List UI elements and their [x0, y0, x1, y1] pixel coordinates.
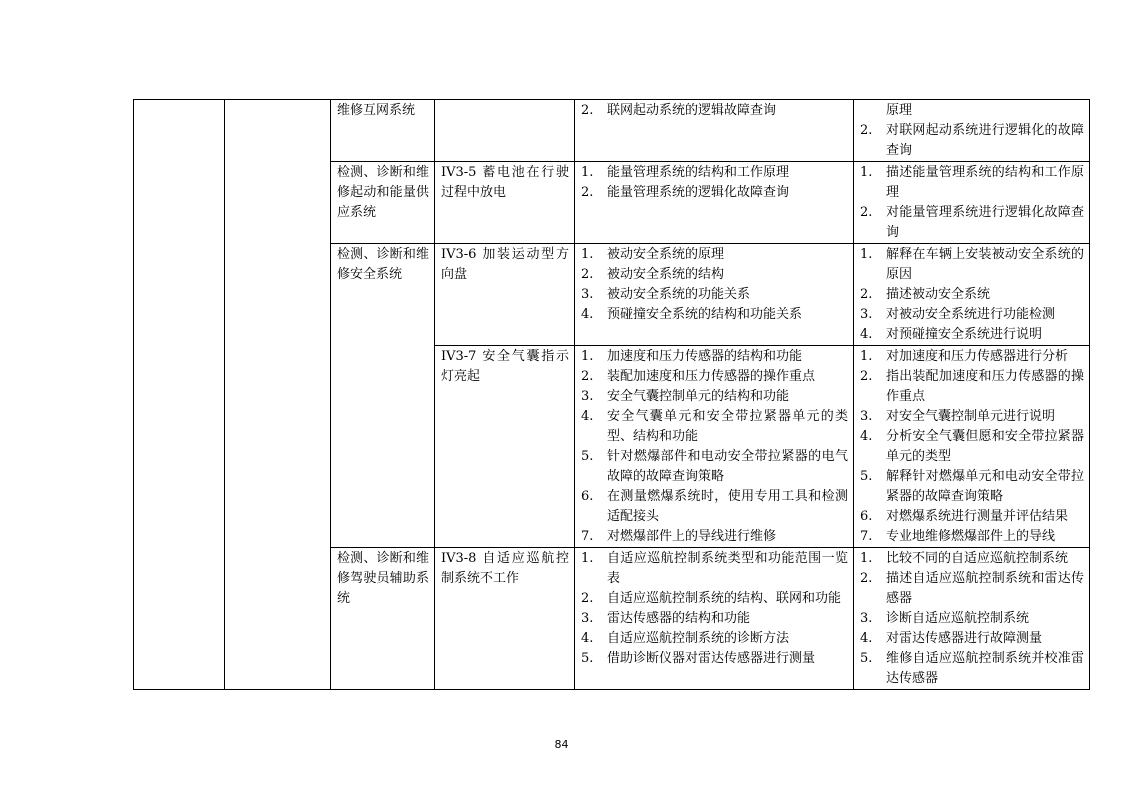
skills-continuation	[860, 101, 1084, 121]
list-item	[581, 285, 848, 305]
knowledge-cell	[575, 548, 854, 690]
skills-cell	[854, 346, 1090, 548]
list-item	[581, 163, 848, 183]
item-text: 对雷达传感器进行故障测量	[886, 631, 1043, 646]
item-number: 4.	[581, 631, 594, 646]
item-number: 4.	[581, 307, 594, 322]
item-number: 3.	[581, 611, 594, 626]
list-item	[860, 649, 1084, 689]
item-number: 1.	[860, 247, 873, 262]
item-text: 被动安全系统的结构	[607, 267, 725, 282]
item-number: 2.	[860, 205, 873, 220]
list-item	[860, 427, 1084, 467]
knowledge-cell	[575, 244, 854, 346]
task-cell	[435, 548, 575, 690]
item-text: 比较不同的自适应巡航控制系统	[886, 551, 1069, 566]
item-text: 对预碰撞安全系统进行说明	[886, 327, 1043, 342]
item-text: 指出装配加速度和压力传感器的操作重点	[886, 369, 1084, 404]
item-number: 2.	[581, 267, 594, 282]
knowledge-list	[581, 163, 848, 203]
list-item	[860, 305, 1084, 325]
list-item	[860, 325, 1084, 345]
item-text: 对燃爆部件上的导线进行维修	[607, 529, 777, 544]
list-item	[581, 367, 848, 387]
item-text: 对燃爆系统进行测量并评估结果	[886, 509, 1069, 524]
module-cell	[331, 100, 435, 162]
item-text: 描述自适应巡航控制系统和雷达传感器	[886, 571, 1084, 606]
list-item	[581, 265, 848, 285]
skills-list	[860, 121, 1084, 161]
item-text: 对被动安全系统进行功能检测	[886, 307, 1056, 322]
item-text: 被动安全系统的功能关系	[607, 287, 751, 302]
item-number: 2.	[860, 287, 873, 302]
task-cell	[435, 100, 575, 162]
skills-cell	[854, 100, 1090, 162]
list-item	[581, 487, 848, 527]
list-item	[860, 285, 1084, 305]
item-text: 预碰撞安全系统的结构和功能关系	[607, 307, 803, 322]
skills-list	[860, 347, 1084, 547]
list-item	[860, 367, 1084, 407]
task-cell	[435, 346, 575, 548]
list-item	[860, 245, 1084, 285]
skills-cell	[854, 162, 1090, 244]
item-number: 5.	[581, 449, 594, 464]
empty-cell	[225, 100, 331, 690]
task-name: IV3-7 安全气囊指示灯亮起	[441, 349, 569, 384]
item-number: 2.	[581, 369, 594, 384]
skills-cell	[854, 244, 1090, 346]
item-text: 自适应巡航控制系统类型和功能范围一览表	[607, 551, 848, 586]
list-item	[581, 649, 848, 669]
item-text: 解释针对燃爆单元和电动安全带拉紧器的故障查询策略	[886, 469, 1084, 504]
skills-list	[860, 163, 1084, 243]
list-item	[581, 347, 848, 367]
list-item	[860, 569, 1084, 609]
item-text: 诊断自适应巡航控制系统	[886, 611, 1030, 626]
item-text: 描述能量管理系统的结构和工作原理	[886, 165, 1084, 200]
list-item	[581, 609, 848, 629]
item-number: 3.	[860, 611, 873, 626]
item-text: 维修自适应巡航控制系统并校准雷达传感器	[886, 651, 1084, 686]
page-number: 84	[554, 738, 569, 751]
task-cell	[435, 162, 575, 244]
knowledge-list	[581, 101, 848, 121]
curriculum-table	[133, 99, 1090, 690]
item-text: 自适应巡航控制系统的诊断方法	[607, 631, 790, 646]
item-text: 解释在车辆上安装被动安全系统的原因	[886, 247, 1084, 282]
item-text: 自适应巡航控制系统的结构、联网和功能	[607, 591, 842, 606]
list-item	[581, 245, 848, 265]
knowledge-list	[581, 347, 848, 547]
skills-list	[860, 245, 1084, 345]
item-number: 6.	[860, 509, 873, 524]
module-name: 检测、诊断和维修安全系统	[337, 247, 429, 282]
item-number: 5.	[581, 651, 594, 666]
skills-cell	[854, 548, 1090, 690]
item-number: 4.	[860, 327, 873, 342]
list-item	[581, 589, 848, 609]
list-item	[581, 527, 848, 547]
list-item	[860, 203, 1084, 243]
item-text: 雷达传感器的结构和功能	[607, 611, 751, 626]
item-text: 针对燃爆部件和电动安全带拉紧器的电气故障的故障查询策略	[607, 449, 848, 484]
list-item	[860, 407, 1084, 427]
item-number: 1.	[860, 349, 873, 364]
module-name: 维修互网系统	[337, 103, 416, 118]
item-number: 4.	[581, 409, 594, 424]
list-item	[860, 629, 1084, 649]
empty-cell	[134, 100, 225, 690]
knowledge-cell	[575, 162, 854, 244]
list-item	[860, 101, 1084, 121]
knowledge-list	[581, 245, 848, 325]
task-cell	[435, 244, 575, 346]
list-item	[581, 447, 848, 487]
list-item	[581, 183, 848, 203]
item-text: 对加速度和压力传感器进行分析	[886, 349, 1069, 364]
item-number: 1.	[860, 165, 873, 180]
item-number: 1.	[581, 165, 594, 180]
item-text: 能量管理系统的结构和工作原理	[607, 165, 790, 180]
knowledge-list	[581, 549, 848, 669]
module-name: 检测、诊断和维修起动和能量供应系统	[337, 165, 429, 220]
item-number: 2.	[581, 103, 594, 118]
item-text: 在测量燃爆系统时，使用专用工具和检测适配接头	[607, 489, 848, 524]
item-number: 5.	[860, 651, 873, 666]
item-number: 2.	[860, 123, 873, 138]
item-number: 3.	[581, 389, 594, 404]
list-item	[860, 609, 1084, 629]
item-number: 2.	[860, 571, 873, 586]
item-number: 7.	[860, 529, 873, 544]
item-number: 4.	[860, 631, 873, 646]
list-item	[581, 387, 848, 407]
item-number: 1.	[581, 551, 594, 566]
skills-list	[860, 549, 1084, 689]
item-text: 装配加速度和压力传感器的操作重点	[607, 369, 816, 384]
item-number: 3.	[860, 307, 873, 322]
list-item	[860, 347, 1084, 367]
item-text: 原理	[886, 103, 913, 118]
item-number: 4.	[860, 429, 873, 444]
module-name: 检测、诊断和维修驾驶员辅助系统	[337, 551, 429, 606]
list-item	[860, 549, 1084, 569]
item-text: 被动安全系统的原理	[607, 247, 725, 262]
item-text: 描述被动安全系统	[886, 287, 991, 302]
knowledge-cell	[575, 100, 854, 162]
item-number: 5.	[860, 469, 873, 484]
item-text: 借助诊断仪器对雷达传感器进行测量	[607, 651, 816, 666]
item-text: 专业地维修燃爆部件上的导线	[886, 529, 1056, 544]
item-text: 加速度和压力传感器的结构和功能	[607, 349, 803, 364]
item-number: 1.	[860, 551, 873, 566]
task-name: IV3-6 加装运动型方向盘	[441, 247, 569, 282]
list-item	[581, 407, 848, 447]
item-text: 安全气囊控制单元的结构和功能	[607, 389, 790, 404]
list-item	[581, 629, 848, 649]
item-number: 7.	[581, 529, 594, 544]
module-cell	[331, 162, 435, 244]
list-item	[581, 305, 848, 325]
item-text: 联网起动系统的逻辑故障查询	[607, 103, 777, 118]
item-text: 安全气囊单元和安全带拉紧器单元的类型、结构和功能	[607, 409, 848, 444]
item-text: 能量管理系统的逻辑化故障查询	[607, 185, 790, 200]
item-number: 2.	[581, 185, 594, 200]
list-item	[581, 549, 848, 589]
list-item	[860, 527, 1084, 547]
item-number: 1.	[581, 349, 594, 364]
item-text: 分析安全气囊但愿和安全带拉紧器单元的类型	[886, 429, 1084, 464]
item-number: 2.	[581, 591, 594, 606]
task-name: IV3-5 蓄电池在行驶过程中放电	[441, 165, 569, 200]
item-text: 对安全气囊控制单元进行说明	[886, 409, 1056, 424]
item-number: 1.	[581, 247, 594, 262]
list-item	[860, 121, 1084, 161]
item-number: 6.	[581, 489, 594, 504]
list-item	[860, 163, 1084, 203]
item-number: 3.	[581, 287, 594, 302]
table-row	[134, 100, 1090, 162]
item-number: 3.	[860, 409, 873, 424]
list-item	[860, 467, 1084, 507]
item-number: 2.	[860, 369, 873, 384]
task-name: IV3-8 自适应巡航控制系统不工作	[441, 551, 569, 586]
item-text: 对联网起动系统进行逻辑化的故障查询	[886, 123, 1084, 158]
module-cell	[331, 548, 435, 690]
list-item	[581, 101, 848, 121]
list-item	[860, 507, 1084, 527]
module-cell	[331, 244, 435, 548]
item-text: 对能量管理系统进行逻辑化故障查询	[886, 205, 1084, 240]
knowledge-cell	[575, 346, 854, 548]
